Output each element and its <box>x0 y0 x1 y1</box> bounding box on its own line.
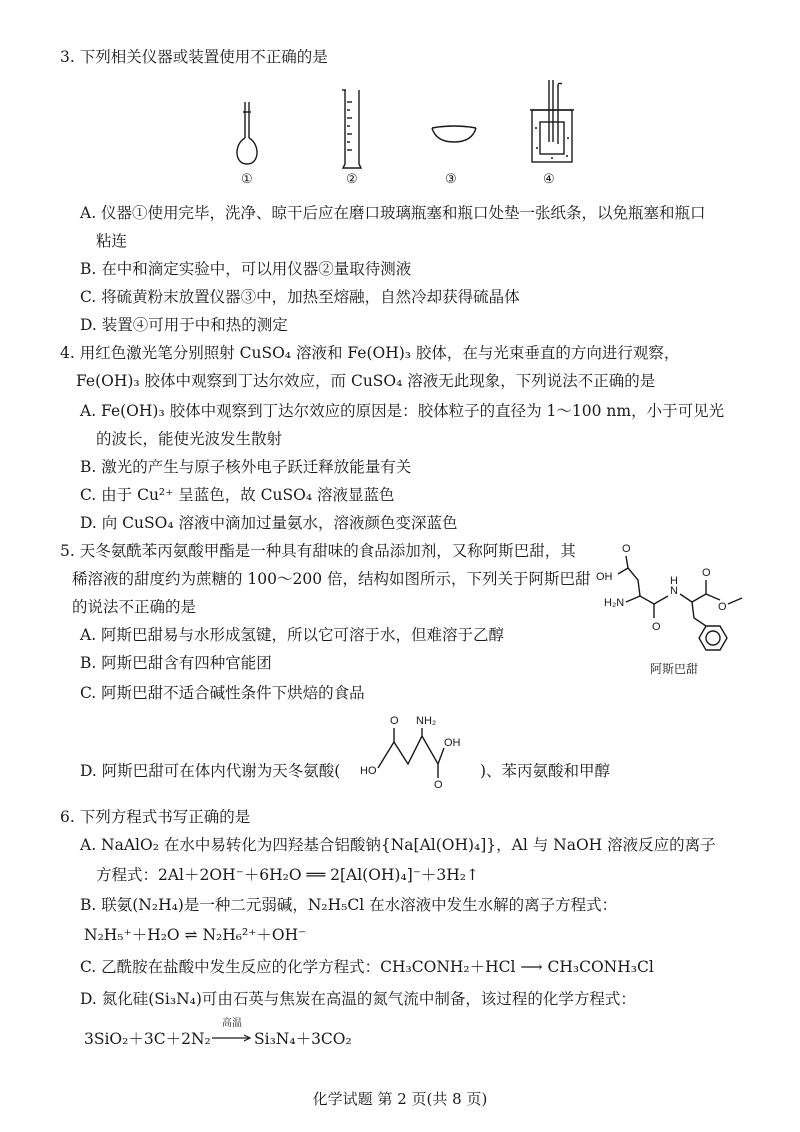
q5-option-d-suffix: )、苯丙氨酸和甲醇 <box>480 762 611 780</box>
q3-option-a-line-2: 粘连 <box>96 232 128 250</box>
q3-option-c: C. 将硫黄粉末放置仪器③中，加热至熔融，自然冷却获得硫晶体 <box>80 288 520 306</box>
aspartame-structure-diagram <box>596 540 766 660</box>
q5-stem-line-1: 5. 天冬氨酰苯丙氨酸甲酯是一种具有甜味的食品添加剂，又称阿斯巴甜，其 <box>60 542 576 560</box>
label-3: ③ <box>445 172 457 187</box>
q5-option-d-prefix: D. 阿斯巴甜可在体内代谢为天冬氨酸( <box>80 762 341 780</box>
q6-option-b-line-2: N₂H₅⁺＋H₂O ⇌ N₂H₆²⁺＋OH⁻ <box>84 926 307 944</box>
atom-oh-acid: OH <box>596 571 613 583</box>
q4-option-b: B. 激光的产生与原子核外电子跃迁释放能量有关 <box>80 458 412 476</box>
aspartic-acid-structure-diagram <box>352 712 482 792</box>
atom-h2n: H₂N <box>604 597 625 609</box>
atom-ho-left: HO <box>360 765 377 777</box>
evaporating-dish-icon <box>430 122 478 144</box>
q5-stem-line-2: 稀溶液的甜度约为蔗糖的 100～200 倍，结构如图所示，下列关于阿斯巴甜 <box>72 570 591 588</box>
atom-o-ester: O <box>702 567 711 579</box>
q3-option-d: D. 装置④可用于中和热的测定 <box>80 316 288 334</box>
q3-stem: 3. 下列相关仪器或装置使用不正确的是 <box>60 48 328 66</box>
atom-oh-right: OH <box>444 737 461 749</box>
q4-stem-line-1: 4. 用红色激光笔分别照射 CuSO₄ 溶液和 Fe(OH)₃ 胶体，在与光束垂直的方向进行观察， <box>60 344 680 362</box>
reaction-arrow-icon <box>212 1034 252 1044</box>
q6-option-d-line-2-products: Si₃N₄＋3CO₂ <box>254 1030 352 1048</box>
q6-option-a-line-1: A. NaAlO₂ 在水中易转化为四羟基合铝酸钠{Na[Al(OH)₄]}，Al 与 NaOH 溶液反应的离子 <box>80 836 716 854</box>
page-footer: 化学试题 第 2 页(共 8 页) <box>312 1090 488 1108</box>
reaction-condition: 高温 <box>222 1018 242 1029</box>
calorimeter-icon <box>528 78 576 170</box>
q6-option-d-line-2-reactants: 3SiO₂＋3C＋2N₂ <box>84 1030 211 1048</box>
atom-o-methoxy: O <box>718 601 727 613</box>
label-2: ② <box>346 172 358 187</box>
q6-option-a-line-2: 方程式：2Al＋2OH⁻＋6H₂O ══ 2[Al(OH)₄]⁻＋3H₂↑ <box>96 866 479 884</box>
q5-option-b: B. 阿斯巴甜含有四种官能团 <box>80 654 272 672</box>
q5-stem-line-3: 的说法不正确的是 <box>72 598 197 616</box>
aspartame-label: 阿斯巴甜 <box>650 662 699 676</box>
q6-stem: 6. 下列方程式书写正确的是 <box>60 808 251 826</box>
volumetric-flask-icon <box>232 100 262 170</box>
q6-option-d-line-1: D. 氮化硅(Si₃N₄)可由石英与焦炭在高温的氮气流中制备，该过程的化学方程式： <box>80 990 636 1008</box>
q4-option-d: D. 向 CuSO₄ 溶液中滴加过量氨水，溶液颜色变深蓝色 <box>80 514 458 532</box>
q6-option-b-line-1: B. 联氨(N₂H₄)是一种二元弱碱，N₂H₅Cl 在水溶液中发生水解的离子方程式： <box>80 896 618 914</box>
q4-option-c: C. 由于 Cu²⁺ 呈蓝色，故 CuSO₄ 溶液显蓝色 <box>80 486 395 504</box>
q4-option-a-line-1: A. Fe(OH)₃ 胶体中观察到丁达尔效应的原因是：胶体粒子的直径为 1～100 nm，小于可见光 <box>80 402 725 420</box>
q3-option-a-line-1: A. 仪器①使用完毕，洗净、晾干后应在磨口玻璃瓶塞和瓶口处垫一张纸条，以免瓶塞和瓶口 <box>80 204 706 222</box>
atom-n-amide: N <box>670 585 678 597</box>
q5-option-c: C. 阿斯巴甜不适合碱性条件下烘焙的食品 <box>80 684 365 702</box>
atom-o-acid: O <box>622 543 631 555</box>
atom-h-amide: H <box>670 575 678 587</box>
q4-stem-line-2: Fe(OH)₃ 胶体中观察到丁达尔效应，而 CuSO₄ 溶液无此现象，下列说法不正确的是 <box>76 372 656 390</box>
label-4: ④ <box>543 172 555 187</box>
graduated-cylinder-icon <box>338 88 366 172</box>
label-1: ① <box>241 172 253 187</box>
atom-o-bottom: O <box>434 779 443 791</box>
q4-option-a-line-2: 的波长，能使光波发生散射 <box>96 430 283 448</box>
atom-o-amide: O <box>652 621 661 633</box>
q3-option-b: B. 在中和滴定实验中，可以用仪器②量取待测液 <box>80 260 412 278</box>
atom-nh2: NH₂ <box>416 715 437 727</box>
q6-option-c: C. 乙酰胺在盐酸中发生反应的化学方程式：CH₃CONH₂＋HCl ⟶ CH₃CONH₃Cl <box>80 958 654 976</box>
atom-o-top: O <box>390 715 399 727</box>
q5-option-a: A. 阿斯巴甜易与水形成氢键，所以它可溶于水，但难溶于乙醇 <box>80 626 505 644</box>
